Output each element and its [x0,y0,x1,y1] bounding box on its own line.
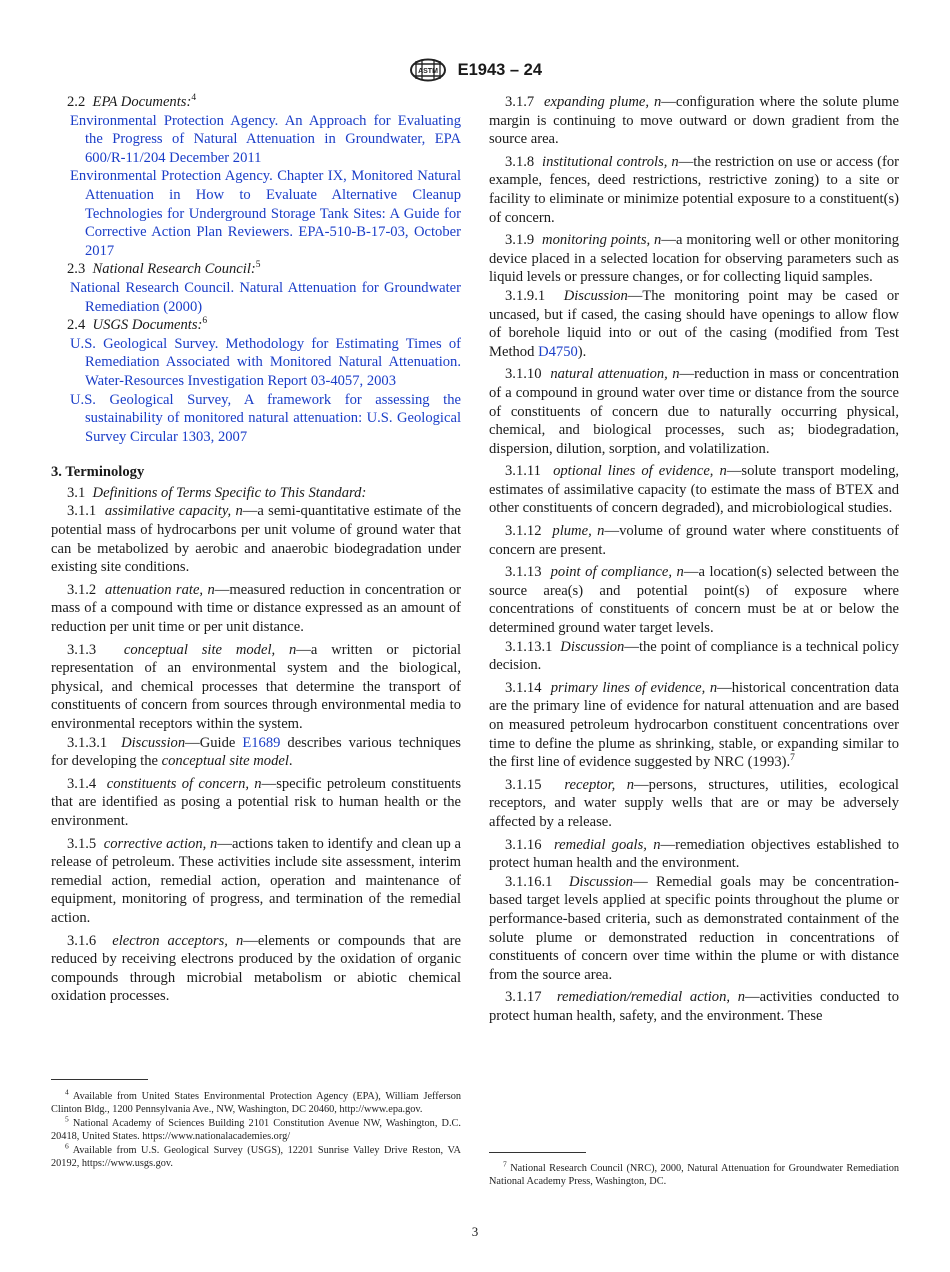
section-3-1-heading: 3.1 Definitions of Terms Specific to This Standard: [67,484,367,501]
footnote-6: $^6$ Available from U.S. Geological Survey (USGS), 12201 Sunrise Valley Drive Reston, VA 20192, https://www.usgs.gov. [51,1141,461,1170]
left-column [51,93,461,1006]
epa-reference-1[interactable]: Environmental Protection Agency. An Approach for Evaluating the Progress of Natural Attenuation in Groundwater, EPA 600/R-11/204 December 2011 [70,112,461,166]
term-3-1-1: 3.1.1 assimilative capacity, n—a semi-quantitative estimate of the potential mass of hydrocarbons per unit volume of ground water that can be metabolized by aerobic and anaerobic biodegradation under existing site conditions. [51,503,462,576]
term-3-1-9: 3.1.9 monitoring points, n—a monitoring well or other monitoring device placed in a selected location for observing parameters such as liquid levels or pressure changes, or for collecting liquid samples. [489,232,899,286]
term-3-1-16-1: 3.1.16.1 Discussion— Remedial goals may be concentration-based target levels applied at specific points throughout the plume or performance-based criteria, such as demonstrated containment of the solute plume or demonstrated reduction in concentrations of constituents of concern over time within the plume or with distance from the source area. [489,873,900,983]
term-3-1-2: 3.1.2 attenuation rate, n—measured reduction in concentration or mass of a compound with time or distance expressed as an amount of reduction per unit time or per unit distance. [51,581,461,636]
term-3-1-9-1: 3.1.9.1 Discussion—The monitoring point may be cased or uncased, but if cased, the casing should have openings to allow flow of borehole liquid into or out of the casing (modified from Test Method D4750). [489,287,899,360]
right-column [489,93,899,1026]
section-2-3-heading: 2.3 National Research Council:$^5$ [67,260,261,278]
term-3-1-17: 3.1.17 remediation/remedial action, n—activities conducted to protect human health, safety, and the environment. These [489,989,899,1024]
section-2-4-heading: 2.4 USGS Documents:$^6$ [67,316,208,334]
term-3-1-13-1: 3.1.13.1 Discussion—the point of compliance is a technical policy decision. [489,638,899,674]
term-3-1-3: 3.1.3 conceptual site model, n—a written or pictorial representation of an environmental system and the biological, physical, and chemical processes that determine the transport of constituents of concern from sources through environmental media to environmental receptors within the system. [51,641,462,732]
term-3-1-14: 3.1.14 primary lines of evidence, n—historical concentration data are the primary line of evidence for natural attenuation and are based on measured petroleum hydrocarbon constituent concentrations over time to define the plume as shrinking, stable, or expanding similar to the first line of evidence suggested by NRC (1993).$^7$ [489,679,900,771]
footnote-5: $^5$ National Academy of Sciences Building 2101 Constitution Avenue NW, Washington, D.C. 20418, United States. https://www.nationalacademies.org/ [51,1114,461,1143]
section-2-2-heading: 2.2 EPA Documents:$^4$ [67,93,197,110]
footnote-4: $^4$ Available from United States Environmental Protection Agency (EPA), William Jefferson Clinton Bldg., 1200 Pennsylvania Ave., NW, Washington, DC 20460, http://www.epa.gov. [51,1087,461,1116]
term-3-1-13: 3.1.13 point of compliance, n—a location(s) selected between the source area(s) and potential point(s) of exposure where concentrations of constituents of concern must be at or below the determined ground water target levels. [489,564,899,637]
usgs-reference-1[interactable]: U.S. Geological Survey. Methodology for Estimating Times of Remediation Associated with Monitored Natural Attenuation. Water-Resources Investigation Report 03-4057, 2003 [70,335,461,389]
d4750-link[interactable]: D4750 [538,343,578,360]
standard-designation: E1943 – 24 [457,60,543,79]
term-3-1-12: 3.1.12 plume, n—volume of ground water where constituents of concern are present. [489,523,900,558]
astm-logo-icon [408,58,448,82]
term-3-1-11: 3.1.11 optional lines of evidence, n—solute transport modeling, estimates of assimilative capacity (to estimate the mass of BTEX and other constituents of concern degraded), and microbiological studies. [489,463,900,517]
term-3-1-5: 3.1.5 corrective action, n—actions taken to identify and clean up a release of petroleum. These activities include site assessment, interim remedial action, remedial action, operation and maintenance of equipment, monitoring of progress, and termination of the remedial action. [51,835,461,926]
section-3-heading: 3. Terminology [51,464,145,481]
footnotes-right [489,1159,899,1189]
page-header [0,58,950,82]
footnote-divider-right [489,1152,586,1153]
footnote-divider-left [51,1079,148,1080]
term-3-1-6: 3.1.6 electron acceptors, n—elements or compounds that are reduced by receiving electrons produced by the oxidation of organic compounds through microbial metabolism or abiotic chemical oxidation processes. [51,932,461,1005]
usgs-reference-2[interactable]: U.S. Geological Survey, A framework for assessing the sustainability of monitored natural attenuation: U.S. Geological Survey Circular 1303, 2007 [70,391,461,445]
page-number: 3 [471,1224,479,1239]
term-3-1-10: 3.1.10 natural attenuation, n—reduction in mass or concentration of a compound in ground water over time or distance from the source of constituents of concern due to naturally occurring physical, chemical, and biological processes, such as; biodegradation, dispersion, dilution, sorption, and volatilization. [489,366,899,457]
term-3-1-8: 3.1.8 institutional controls, n—the restriction on use or access (for example, fences, deed restrictions, restrictive zoning) to a site or facility to eliminate or minimize potential exposure to a constituent(s) of concern. [489,153,900,226]
term-3-1-3-1: 3.1.3.1 Discussion—Guide E1689 describes various techniques for developing the conceptual site model. [51,734,461,770]
e1689-link[interactable]: E1689 [242,734,281,751]
nrc-reference-1[interactable]: National Research Council. Natural Attenuation for Groundwater Remediation (2000) [70,279,461,315]
term-3-1-7: 3.1.7 expanding plume, n—configuration where the solute plume margin is continuing to move outward or down gradient from the source area. [489,94,899,148]
svg-text:ASTM: ASTM [418,68,438,75]
footnote-7: $^7$ National Research Council (NRC), 2000, Natural Attenuation for Groundwater Remediation National Academy Press, Washington, DC. [489,1159,899,1188]
term-3-1-15: 3.1.15 receptor, n—persons, structures, utilities, ecological receptors, and water supply wells that are or may be adversely affected by a release. [489,776,899,830]
term-3-1-4: 3.1.4 constituents of concern, n—specific petroleum constituents that are identified as posing a potential risk to human health or the environment. [51,775,462,829]
footnotes-left [51,1087,461,1170]
term-3-1-16: 3.1.16 remedial goals, n—remediation objectives established to protect human health and the environment. [489,836,900,872]
epa-reference-2[interactable]: Environmental Protection Agency. Chapter IX, Monitored Natural Attenuation in How to Evaluate Alternative Cleanup Technologies for Underground Storage Tank Sites: A Guide for Corrective Action Plan Reviewers. EPA-510-B-17-03, October 2017 [70,168,461,259]
